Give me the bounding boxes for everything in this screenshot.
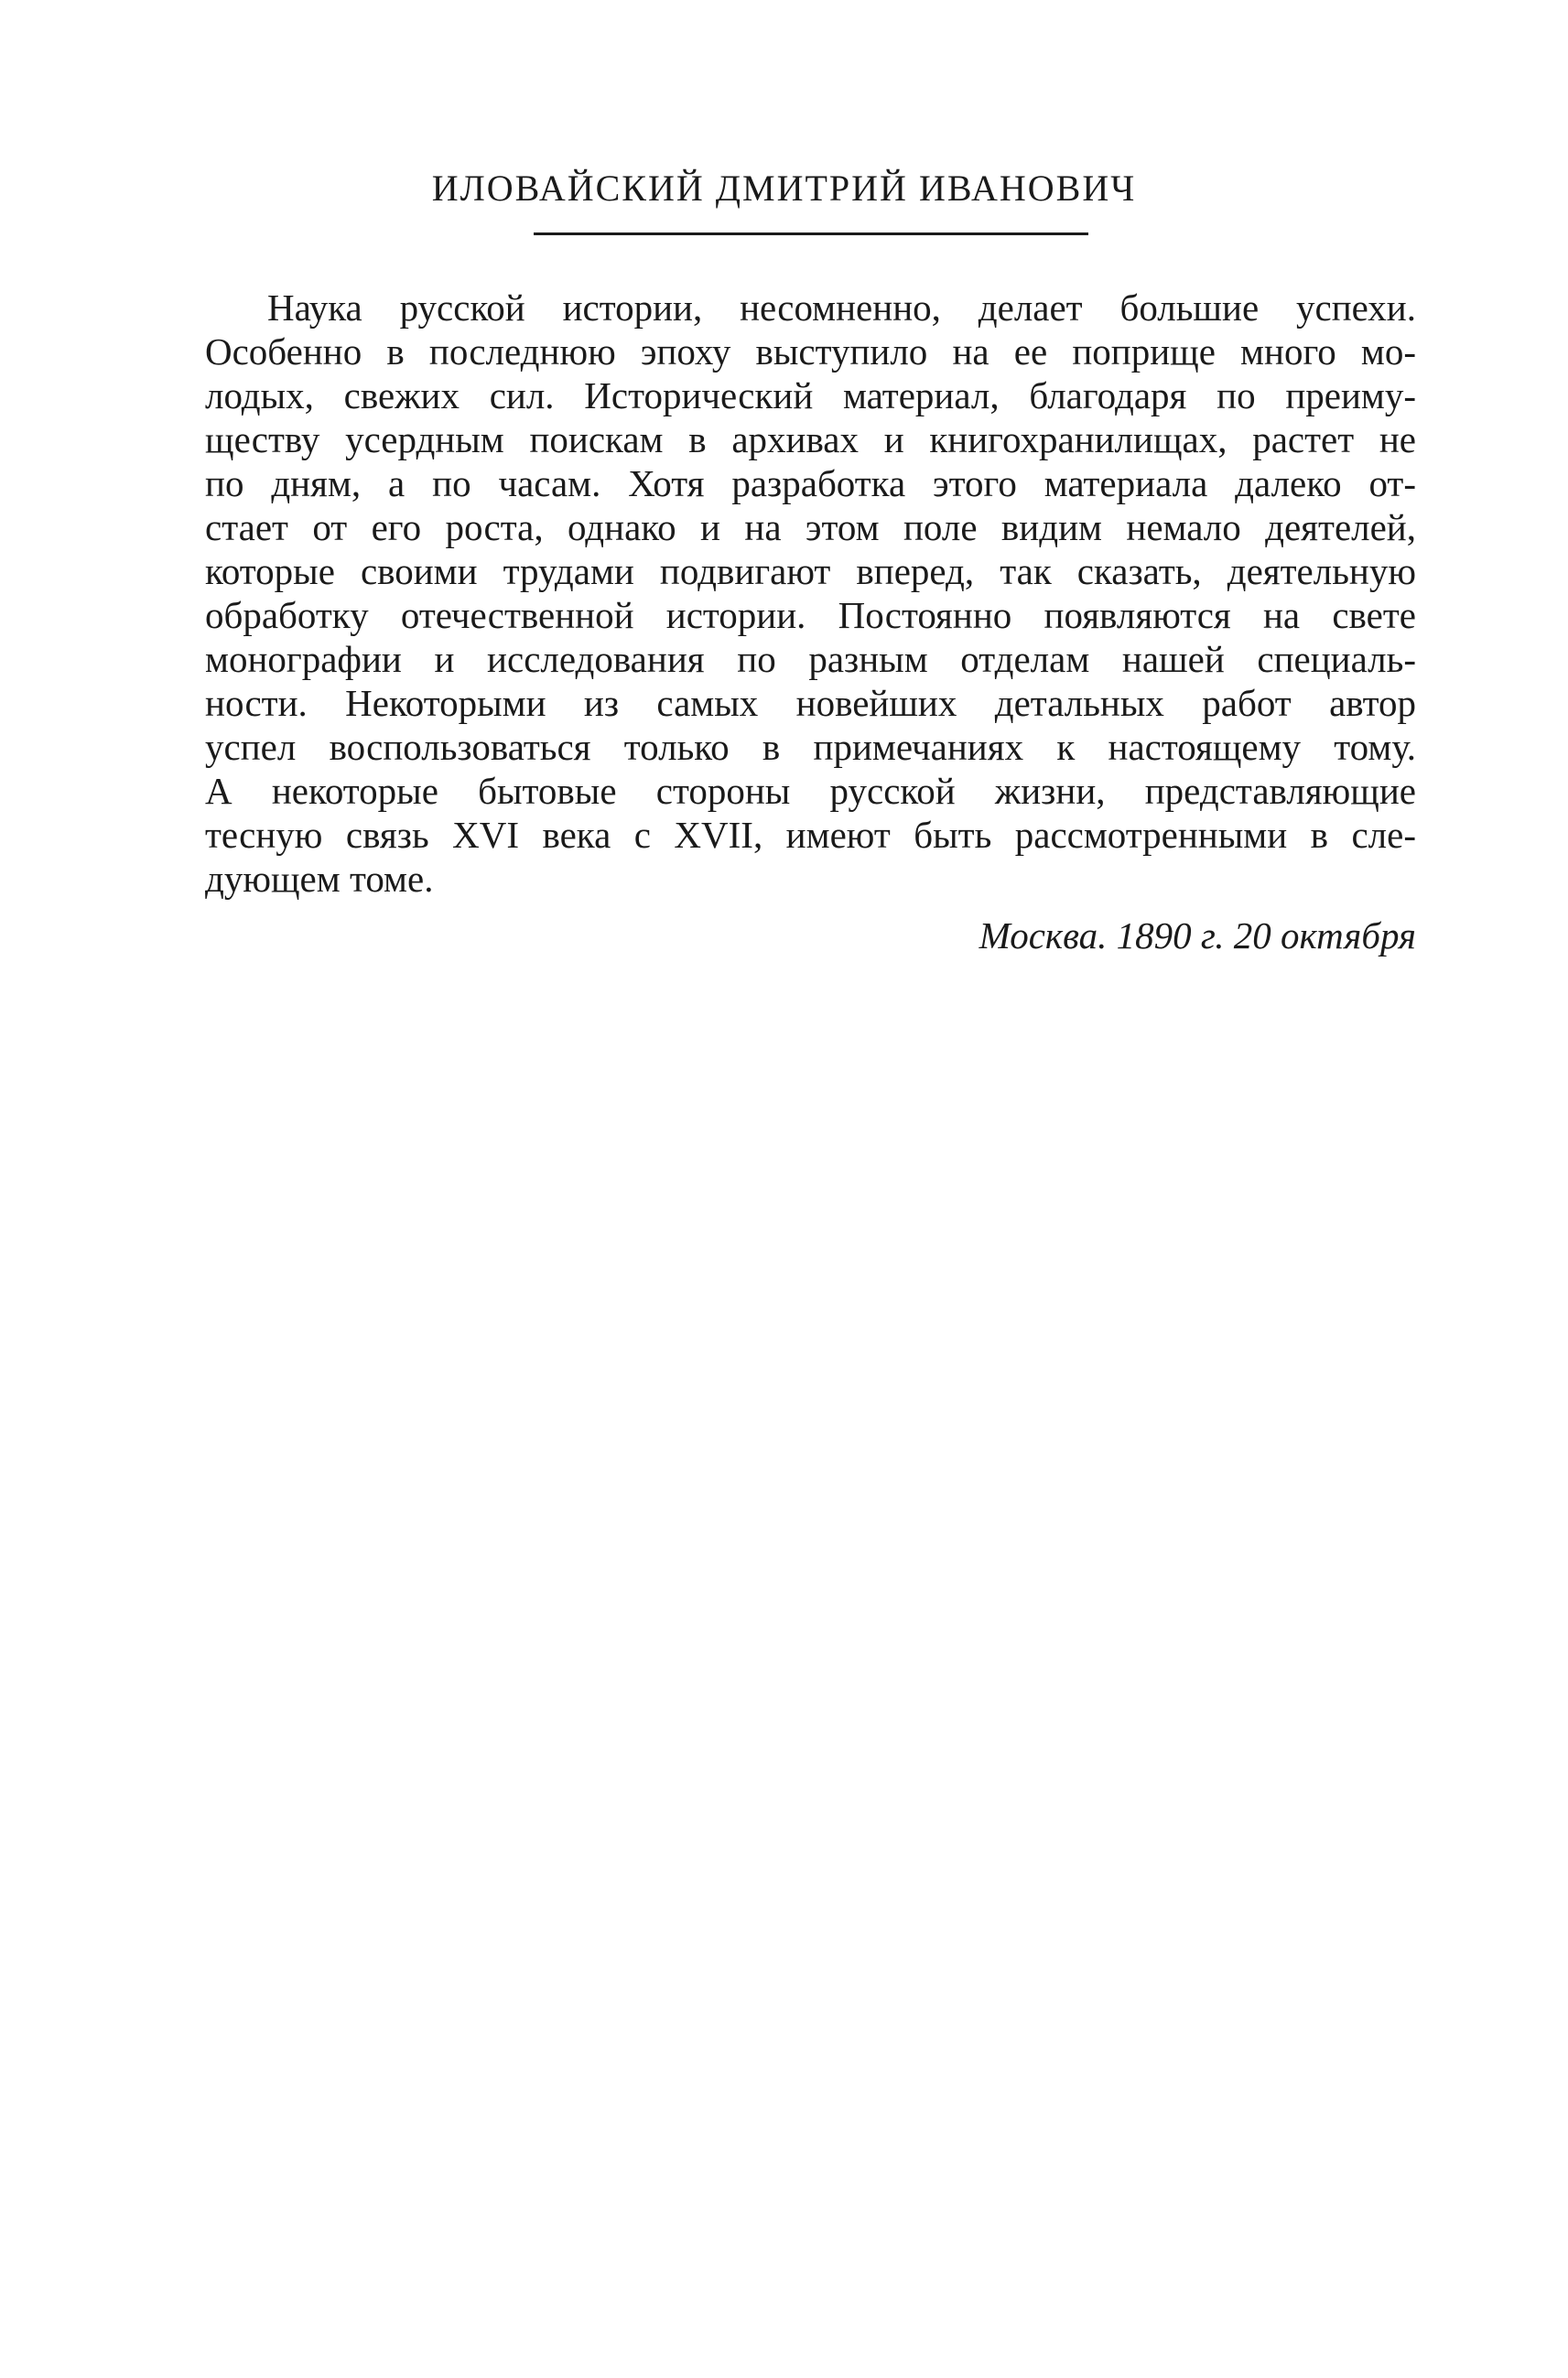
paragraph-line: Наука русской истории, несомненно, делает большие успехи.	[267, 286, 1416, 329]
paragraph-line: обработку отечественной истории. Постоянно появляются на свете	[205, 594, 1416, 636]
body-paragraph	[205, 286, 1416, 901]
paragraph-line: монографии и исследования по разным отделам нашей специаль-	[205, 638, 1416, 680]
signature-place-date: Москва. 1890 г. 20 октября	[979, 914, 1416, 957]
header-divider	[534, 232, 1088, 235]
paragraph-line: дующем томе.	[205, 858, 434, 900]
running-header: ИЛОВАЙСКИЙ ДМИТРИЙ ИВАНОВИЧ	[431, 168, 1137, 209]
paragraph-line: лодых, свежих сил. Исторический материал, благодаря по преиму-	[205, 374, 1416, 416]
paragraph-line: Особенно в последнюю эпоху выступило на ее поприще много мо-	[205, 330, 1416, 373]
paragraph-line: успел воспользоваться только в примечаниях к настоящему тому.	[205, 726, 1416, 768]
paragraph-line: тесную связь XVI века с XVII, имеют быть рассмотренными в сле-	[205, 814, 1416, 856]
paragraph-line: ществу усердным поискам в архивах и книгохранилищах, растет не	[205, 418, 1416, 460]
paragraph-line: которые своими трудами подвигают вперед, так сказать, деятельную	[205, 550, 1416, 592]
paragraph-line: по дням, а по часам. Хотя разработка этого материала далеко от-	[205, 462, 1416, 504]
paragraph-line: А некоторые бытовые стороны русской жизни, представляющие	[205, 770, 1416, 812]
paragraph-line: стает от его роста, однако и на этом поле видим немало деятелей,	[205, 506, 1416, 548]
paragraph-line: ности. Некоторыми из самых новейших детальных работ автор	[205, 682, 1416, 724]
